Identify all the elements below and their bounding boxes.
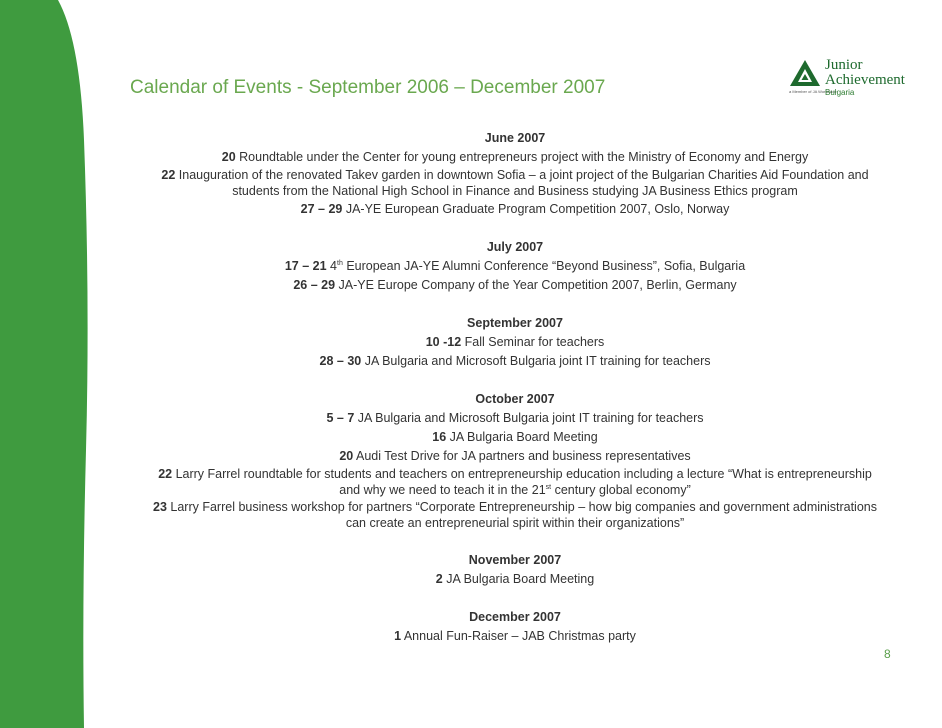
page-title: Calendar of Events - September 2006 – December 2007	[130, 77, 606, 98]
event-text-cont: and why we need to teach it in the 21	[339, 483, 546, 497]
event-july-17	[112, 257, 918, 276]
event-text: JA Bulgaria and Microsoft Bulgaria joint IT training for teachers	[354, 411, 704, 425]
event-date: 2	[435, 572, 443, 586]
event-text: Larry Farrel roundtable for students and teachers on entrepreneurship education including a lecture “What is entrepreneurship	[172, 467, 872, 481]
ja-triangle-icon	[789, 58, 821, 88]
event-june-20	[112, 148, 918, 167]
logo-line-2: Achievement	[825, 72, 905, 88]
event-date: 22	[158, 467, 173, 481]
logo-country: Bulgaria	[825, 88, 855, 97]
event-text: Larry Farrel business workshop for partners “Corporate Entrepreneurship – how big companies and government administrations	[166, 500, 877, 514]
event-text: Inauguration of the renovated Takev garden in downtown Sofia – a joint project of the Bulgarian Charities Aid Foundation and	[175, 168, 869, 182]
event-october-23	[112, 499, 918, 532]
event-date: 20	[221, 150, 236, 164]
ordinal-suffix: th	[337, 260, 343, 267]
event-september-10	[112, 333, 918, 352]
logo-line-1: Junior	[825, 57, 863, 73]
event-text-cont: students from the National High School in Finance and Business studying JA Business Ethics program	[232, 184, 798, 198]
event-date: 5 – 7	[326, 411, 355, 425]
event-date: 26 – 29	[293, 278, 336, 292]
month-heading-june: June 2007	[484, 131, 546, 145]
event-october-5	[112, 409, 918, 428]
event-november-2	[112, 570, 918, 589]
event-text: European JA-YE Alumni Conference “Beyond Business”, Sofia, Bulgaria	[342, 259, 746, 273]
event-december-1	[112, 627, 918, 646]
month-heading-july: July 2007	[486, 240, 544, 254]
event-text: JA Bulgaria Board Meeting	[442, 572, 595, 586]
event-date: 23	[153, 500, 167, 514]
event-text-cont: can create an entrepreneurial spirit within their organizations”	[345, 516, 685, 530]
event-october-22	[112, 466, 918, 499]
event-date: 1	[394, 629, 402, 643]
logo-tagline: a Member of JA Worldwide	[789, 89, 837, 94]
event-text: Annual Fun-Raiser – JAB Christmas party	[401, 629, 636, 643]
event-text: JA-YE Europe Company of the Year Competition 2007, Berlin, Germany	[335, 278, 737, 292]
green-side-band	[0, 0, 110, 728]
month-heading-september: September 2007	[467, 316, 563, 330]
event-date: 17 – 21	[284, 259, 327, 273]
event-june-27	[112, 200, 918, 219]
page-number: 8	[884, 647, 891, 661]
event-date: 22	[161, 168, 176, 182]
event-october-16	[112, 428, 918, 447]
event-text-cont: century global economy”	[551, 483, 691, 497]
event-text: Fall Seminar for teachers	[461, 335, 605, 349]
month-heading-december: December 2007	[469, 610, 561, 624]
event-june-22	[112, 167, 918, 200]
event-text: JA Bulgaria Board Meeting	[446, 430, 598, 444]
event-text: JA Bulgaria and Microsoft Bulgaria joint IT training for teachers	[361, 354, 711, 368]
event-text: Audi Test Drive for JA partners and business representatives	[353, 449, 691, 463]
event-text: 4	[326, 259, 337, 273]
events-list	[112, 129, 918, 646]
ordinal-suffix: st	[545, 484, 552, 491]
event-date: 10 -12	[425, 335, 462, 349]
logo-wordmark	[825, 58, 905, 88]
event-date: 16	[432, 430, 447, 444]
event-september-28	[112, 352, 918, 371]
event-date: 27 – 29	[300, 202, 343, 216]
month-heading-november: November 2007	[468, 553, 562, 567]
month-heading-october: October 2007	[475, 392, 555, 406]
event-text: JA-YE European Graduate Program Competition 2007, Oslo, Norway	[342, 202, 730, 216]
event-text: Roundtable under the Center for young entrepreneurs project with the Ministry of Economy and Energy	[235, 150, 809, 164]
event-july-26	[112, 276, 918, 295]
event-date: 20	[339, 449, 354, 463]
event-october-20	[112, 447, 918, 466]
event-date: 28 – 30	[319, 354, 362, 368]
